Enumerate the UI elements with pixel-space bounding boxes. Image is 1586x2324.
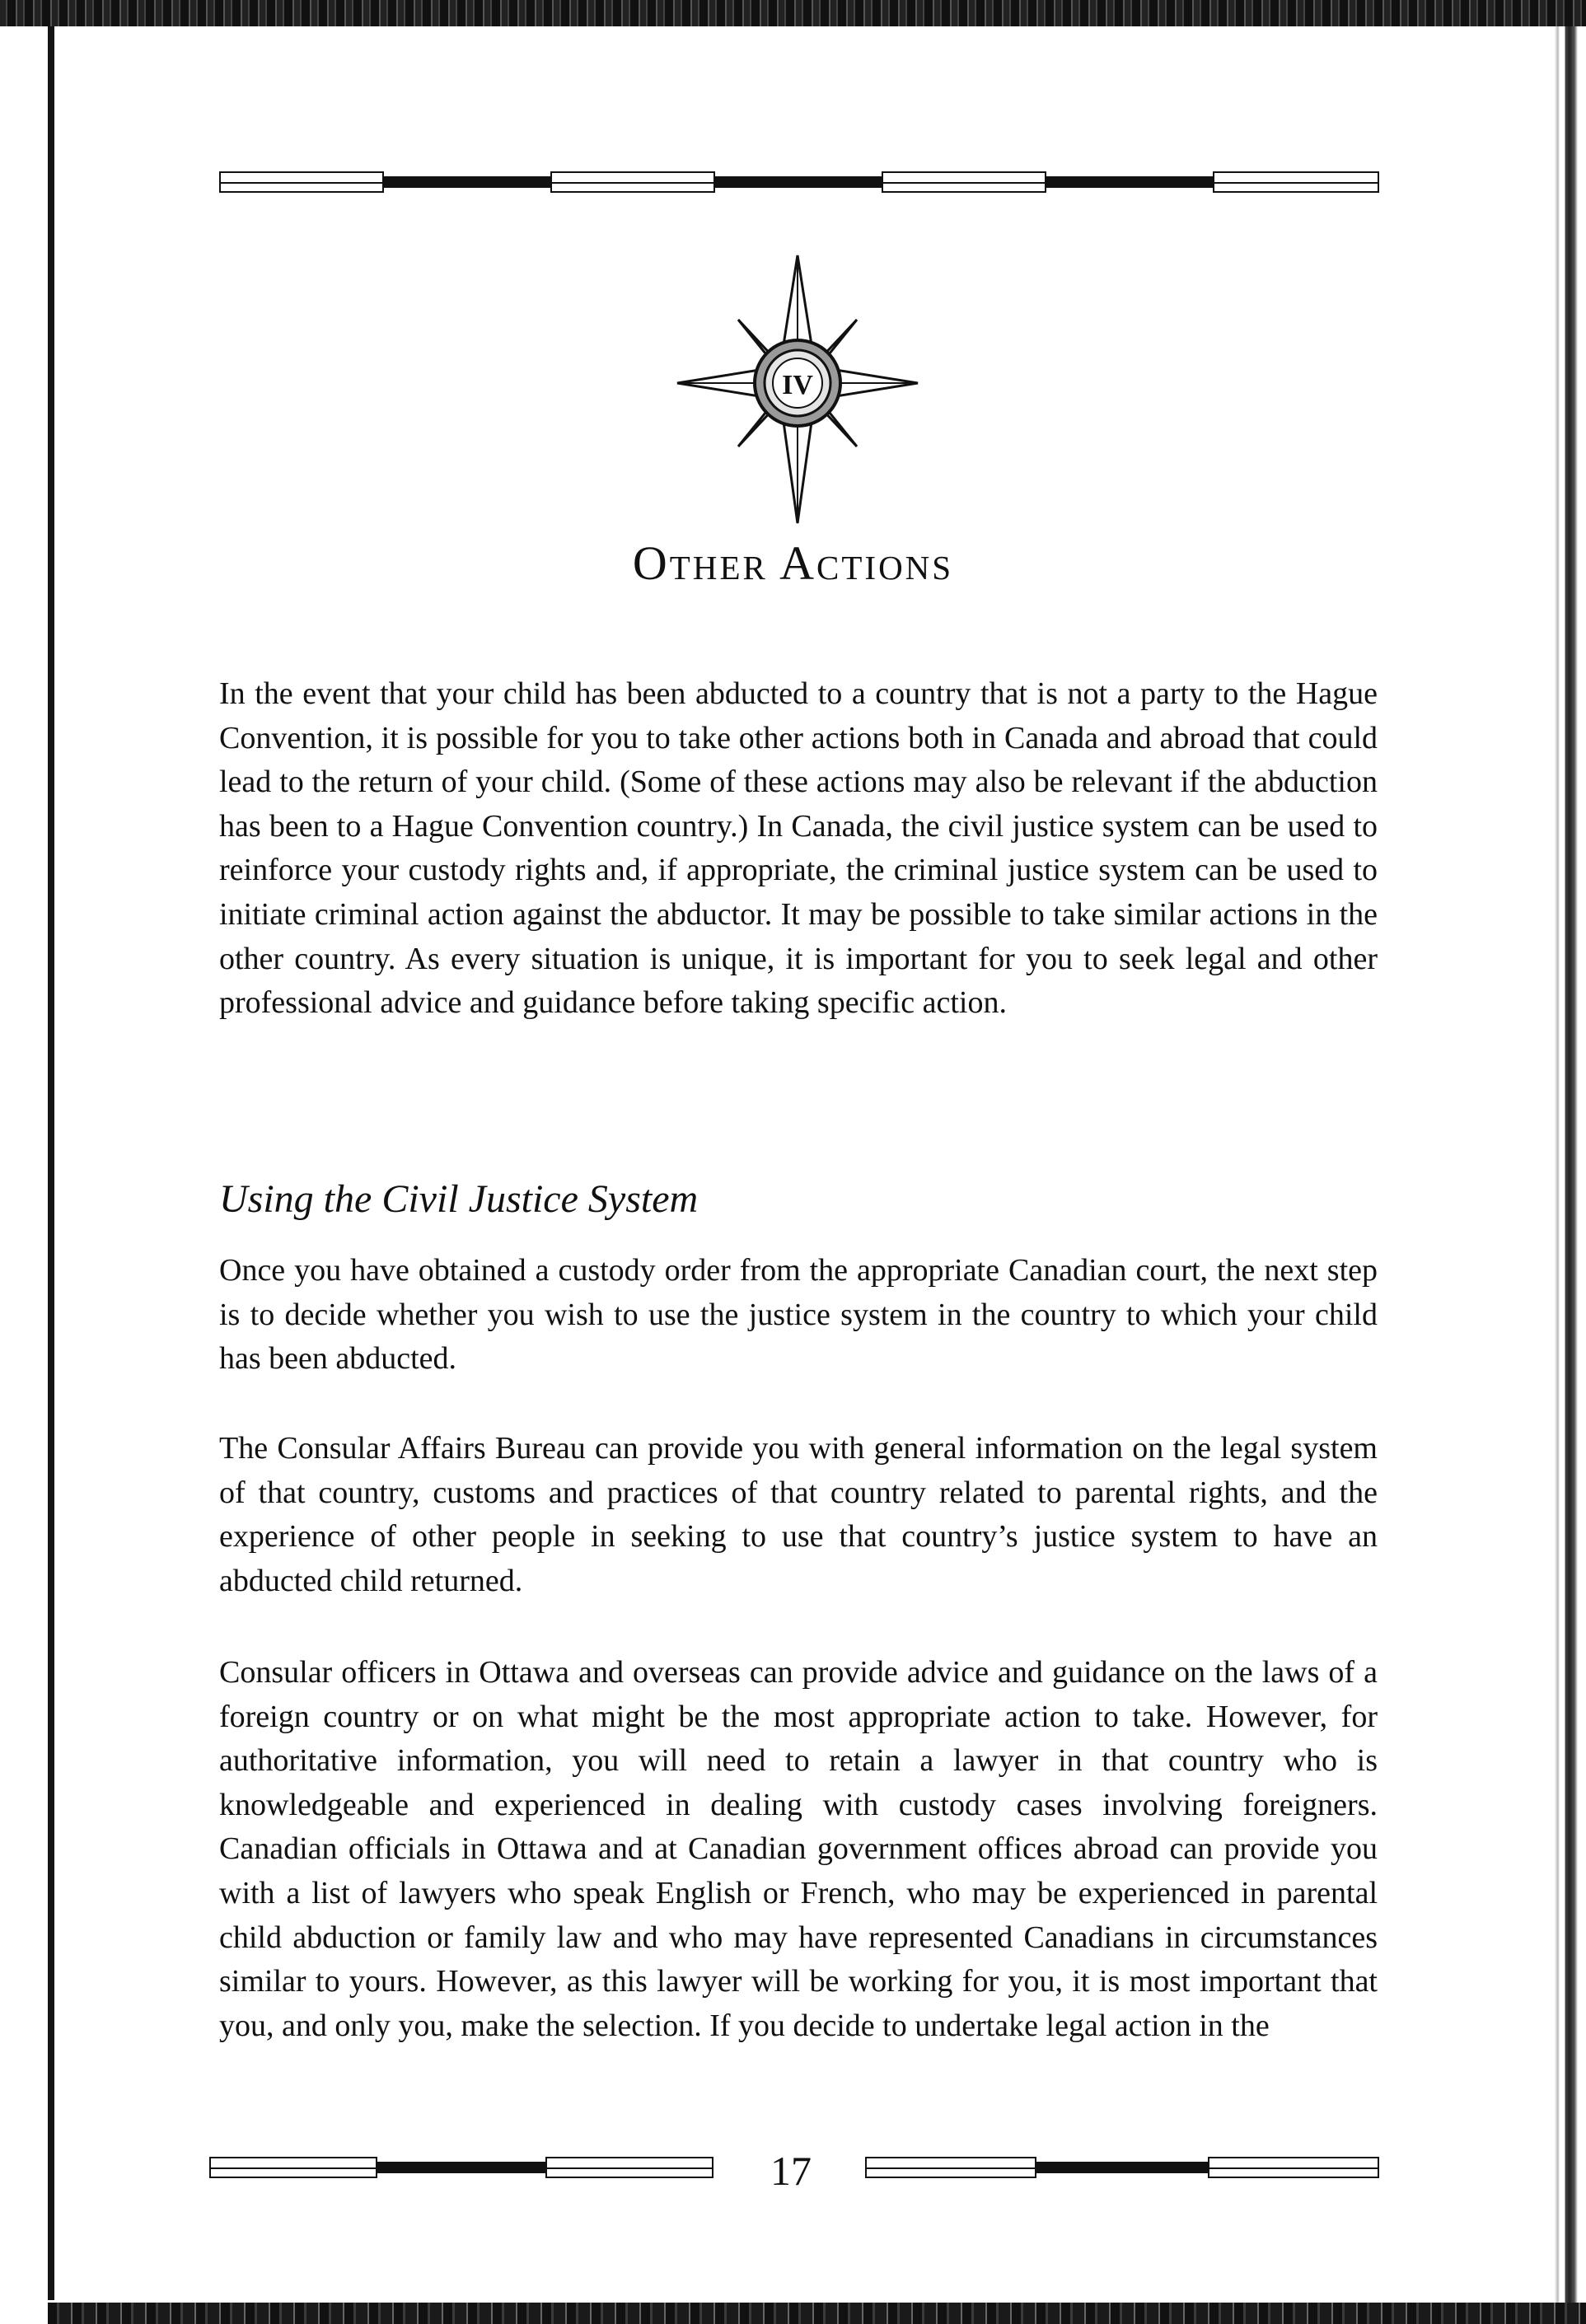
page-number: 17 [770, 2148, 812, 2194]
bottom-right-decorative-rule [865, 2157, 1379, 2178]
bottom-left-decorative-rule [209, 2157, 713, 2178]
section-heading: Using the Civil Justice System [219, 1177, 699, 1221]
paragraph-text: Once you have obtained a custody order from the appropriate Canadian court, the next step is to decide whether you wish to use the justice system in the country to which your child has been abducted. [219, 1253, 1378, 1377]
chapter-numeral: IV [782, 370, 813, 400]
paragraph-text: Consular officers in Ottawa and overseas can provide advice and guidance on the laws of a foreign country or on what might be the most appropriate action to take. However, for authoritative information, you will need to retain a lawyer in that country who is knowledgeable and experienced in dealing with custody cases involving foreigners. Canadian officials in Ottawa and at Canadian government offices abroad can provide you with a list of lawyers who speak English or French, who may be experienced in parental child abduction or family law and who may have represented Canadians in circumstances similar to yours. However, as this lawyer will be working for you, it is most important that you, and only you, make the selection. If you decide to undertake legal action in the [219, 1655, 1378, 2043]
civil-paragraph-2 [219, 1427, 1378, 1603]
scan-edge-bottom [48, 2303, 1586, 2324]
intro-paragraph [219, 672, 1378, 1026]
civil-paragraph-3 [219, 1651, 1378, 2048]
scan-edge-top [0, 0, 1586, 26]
compass-star-ornament [674, 247, 921, 527]
civil-paragraph-1 [219, 1249, 1378, 1382]
scan-edge-left [48, 26, 54, 2300]
scan-edge-right [1545, 26, 1586, 2303]
paragraph-text: In the event that your child has been abducted to a country that is not a party to the Hague Convention, it is possible for you to take other actions both in Canada and abroad that could lead to the return of your child. (Some of these actions may also be relevant if the abduction has been to a Hague Convention country.) In Canada, the civil justice system can be used to reinforce your custody rights and, if appropriate, the criminal justice system can be used to initiate criminal action against the abductor. It may be possible to take similar actions in the other country. As every situation is unique, it is important for you to seek legal and other professional advice and guidance before taking specific action. [219, 676, 1378, 1021]
paragraph-text: The Consular Affairs Bureau can provide you with general information on the legal system of that country, customs and practices of that country related to parental rights, and the experience of other people in seeking to use that country’s justice system to have an abducted child returned. [219, 1431, 1378, 1598]
chapter-title: Other Actions [632, 536, 954, 590]
top-decorative-rule [219, 171, 1379, 193]
